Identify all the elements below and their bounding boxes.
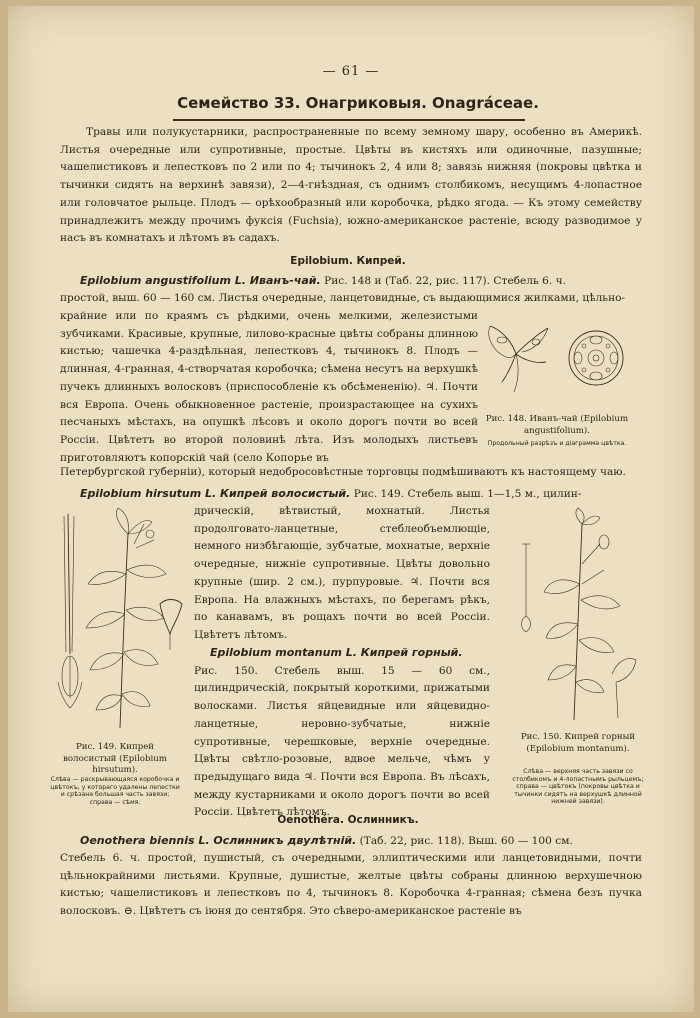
species-description: дрическій, вѣтвистый, мохнатый. Листья продолговато-ланцетные, стеблеобъемлющіе, немного низбѣгающіе, зубчатые, мохнатые, верхніе очередные, нижніе супротивные. Цвѣты довольно крупные (шир. 2 см.), пурпуровые. ♃. Почти вся Европа. На влажныхъ мѣстахъ, по берегамъ рѣкъ, по канавамъ, въ рощахъ почти во всей Россіи. Цвѣтетъ лѣтомъ.	[194, 505, 490, 641]
species-text-line: простой, выш. 60 — 160 см. Листья очередные, ланцетовидные, съ выдающимися жилками, цѣльно-	[60, 292, 626, 304]
species-description: Стебель 6. ч. простой, пушистый, съ очередными, эллиптическими или ланцетовидными, почти цѣльнокрайними листьями. Крупные, душистые, желтые цвѣты собраны длинною верхушечною кистью; чашелистиковъ и лепестковъ по 4, тычинокъ 8. Коробочка 4-гранная; сѣмена безъ пучка волосковъ. ⊖. Цвѣтетъ съ іюня до сентября. Это сѣверо-американское растеніе въ	[60, 852, 642, 918]
figure-149-caption: Рис. 149. Кипрей волосистый (Epilobium hirsutum).	[63, 742, 167, 775]
book-page	[8, 6, 694, 1012]
family-intro: Травы или полукустарники, распространенные по всему земному шару, особенно въ Америкѣ. Листья очередные или супротивные, простые. Цвѣты въ кистяхъ или одиночные, пазушные; чашелистиковъ и лепестковъ по 2 или по 4; тычинокъ 2, 4 или 8; завязь нижняя (покровы цвѣтка и тычинки сидятъ на верхинѣ завязи), 2—4-гнѣздная, съ однимъ столбикомъ, несущимъ 4-лопастное или головчатое рыльце. Плодъ — орѣхообразный или коробочка, рѣдко ягода. — Къ этому семейству принадлежитъ между прочимъ фуксія (Fuchsia), южно-американское растеніе, всюду разводимое у насъ въ комнатахъ и лѣтомъ въ садахъ.	[60, 126, 642, 245]
figure-150-note: Слѣва — верхняя часть завязи со столбикомъ и 4-лопастнымъ рыльцемъ; справа — цвѣтокъ (покровы цвѣтка и тычинки сидятъ на верхушкѣ длинной нижней завязи).	[512, 768, 644, 806]
species-text: Рис. 148 и (Таб. 22, рис. 117). Стебель 6. ч.	[320, 275, 566, 287]
epilobium-hirsutum-illustration	[48, 504, 188, 736]
species-description: Рис. 150. Стебель выш. 15 — 60 см., цилиндрическій, покрытый короткими, прижатыми волосками. Листья яйцевидные или яйцевидно-ланцетные, неровно-зубчатые, нижніе супротивные, черешковые, верхніе очередные. Цвѣты свѣтло-розовые, вдвое мельче, чѣмъ у предыдущаго вида ♃. Почти вся Европа. Въ лѣсахъ, между кустарниками и около дорогъ почти во всей Россіи. Цвѣтетъ лѣтомъ.	[194, 664, 490, 819]
species-description: крайние или по краямъ съ рѣдкими, очень мелкими, железистыми зубчиками. Красивые, крупные, лилово-красные цвѣты собраны длинною кистью; чашечка 4-раздѣльная, лепестковъ 4, тычинокъ 8. Плодъ — длинная, 4-гранная, 4-створчатая коробочка; сѣмена несутъ на верхушкѣ пучекъ длинныхъ волосковъ (приспособленіе къ обсѣмененію). ♃. Почти вся Европа. Очень обыкновенное растеніе, произрастающее на сухихъ песчаныхъ мѣстахъ, на опушкѣ лѣсовъ и около дорогъ почти во всей Россіи. Цвѣтетъ во второй половинѣ лѣта. Изъ молодыхъ листьевъ приготовляютъ копорскій чай (село Копорье въ	[60, 310, 478, 464]
flower-section-illustration	[482, 320, 552, 394]
figure-149-note: Слѣва — раскрывающаяся коробочка и цвѣтокъ, у котораго удалены лепестки и срѣзана большая часть завязи; справа — сѣмя.	[50, 776, 180, 806]
floral-diagram-illustration	[564, 328, 628, 388]
family-title: Семейство 33. Онагриковыя. Onagráceae.	[177, 94, 539, 112]
species-name: Oenothera biennis L. Ослинникъ двулѣтній.	[80, 834, 357, 847]
figure-148-caption: Рис. 148. Иванъ-чай (Epilobium angustifolium).	[485, 414, 629, 436]
figure-150-caption: Рис. 150. Кипрей горный (Epilobium montanum).	[520, 732, 636, 754]
species-oenothera-biennis-intro	[60, 832, 642, 851]
epilobium-montanum-illustration	[512, 504, 644, 728]
genus-heading-oenothera: Oenothéra. Ослинникъ.	[277, 814, 419, 826]
species-text: Рис. 149. Стебель выш. 1—1,5 м., цилин-	[350, 488, 582, 500]
species-epilobium-hirsutum-intro	[60, 485, 642, 504]
species-name: Epilobium angustifolium L. Иванъ-чай.	[80, 274, 321, 287]
page-number: — 61 —	[322, 64, 380, 79]
species-epilobium-montanum	[194, 644, 490, 822]
genus-heading-epilobium: Epilobium. Кипрей.	[290, 255, 406, 267]
species-name: Epilobium montanum L. Кипрей горный.	[210, 646, 463, 659]
figure-148-note: Продольный разрѣзъ и діаграмма цвѣтка.	[487, 440, 627, 447]
title-underline	[173, 119, 525, 121]
species-text: (Таб. 22, рис. 118). Выш. 60 — 100 см.	[356, 835, 573, 847]
species-name: Epilobium hirsutum L. Кипрей волосистый.	[80, 487, 351, 500]
species-epilobium-angustifolium-intro	[60, 272, 642, 291]
species-description-tail: Петербургской губерніи), который недобросовѣстные торговцы подмѣшиваютъ къ настоящему чаю.	[60, 466, 626, 478]
